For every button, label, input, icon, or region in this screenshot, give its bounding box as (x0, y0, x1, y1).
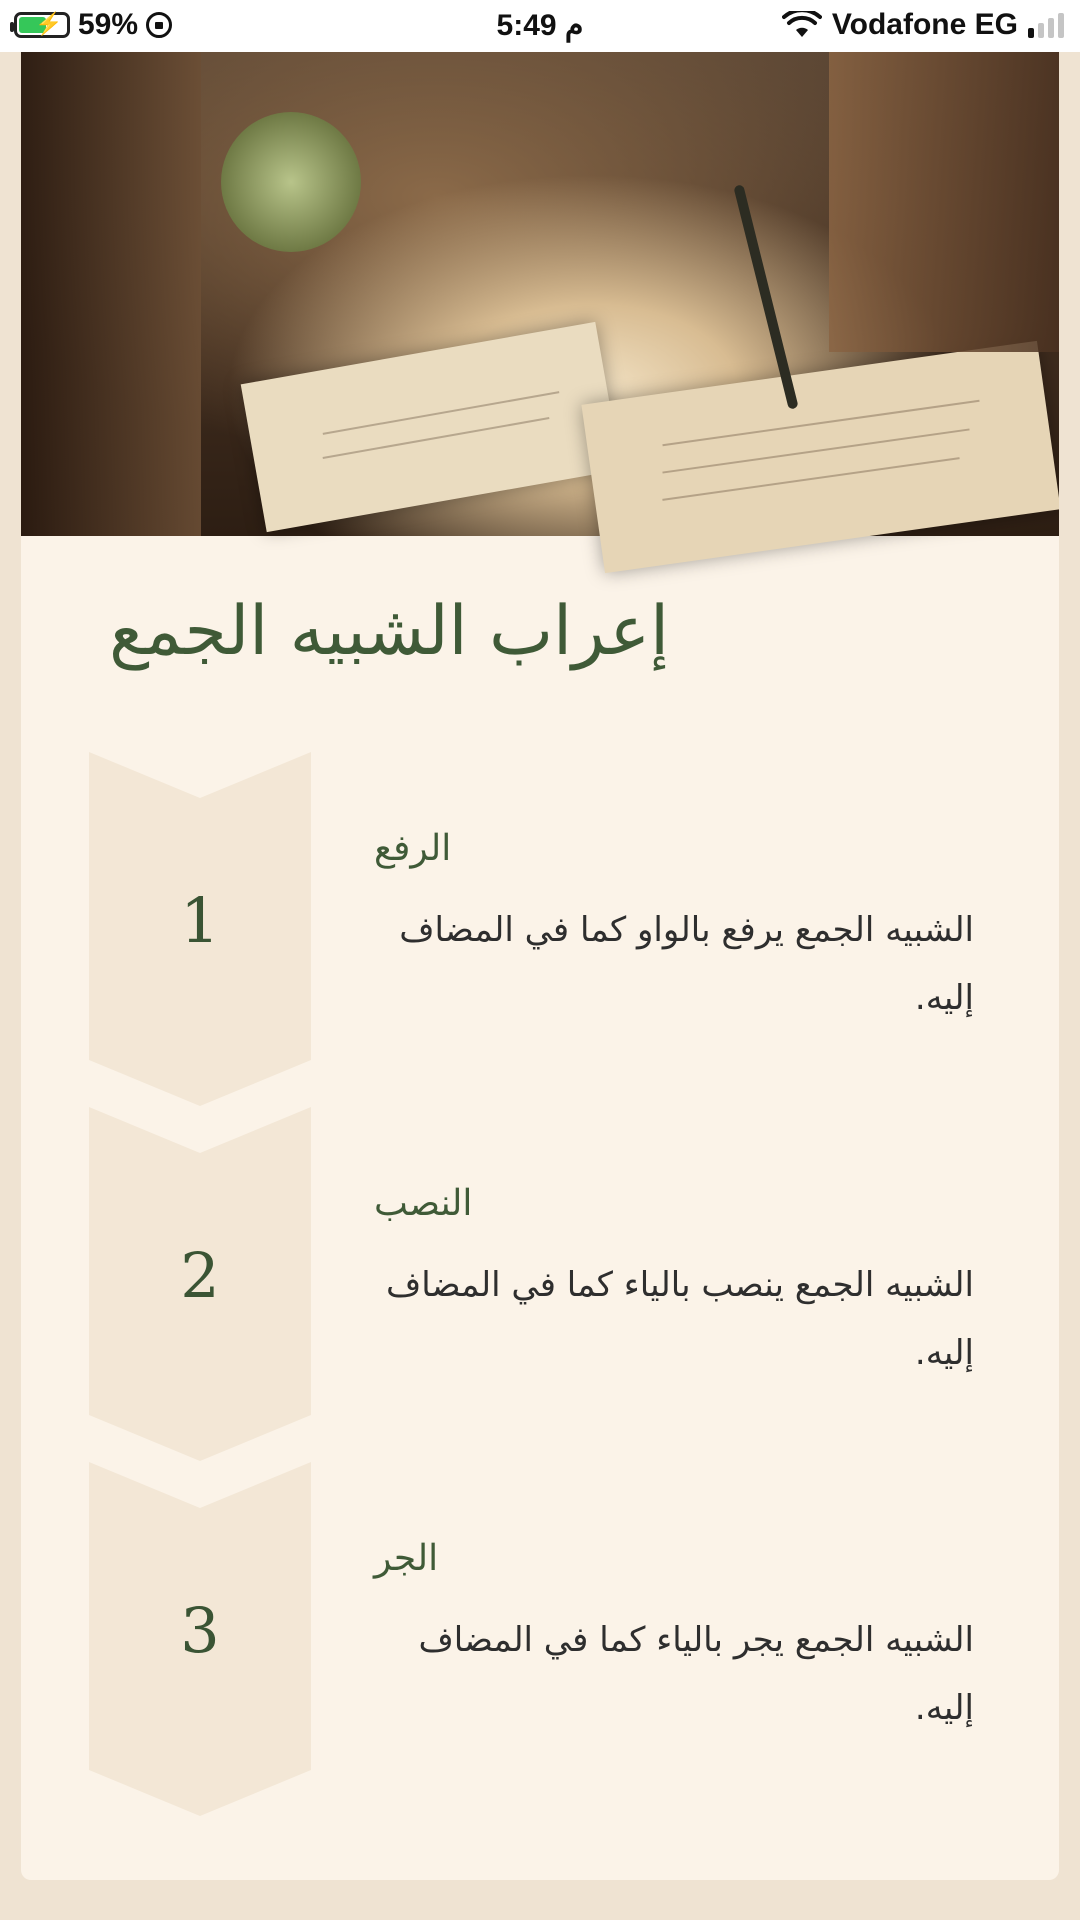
content-card (21, 52, 1059, 1880)
hero-pen (733, 184, 798, 410)
charging-bolt-icon: ⚡ (35, 11, 63, 36)
hero-figure-left (21, 52, 201, 536)
step-number: 1 (180, 884, 220, 957)
step-description: الشبيه الجمع ينصب بالياء كما في المضاف إليه. (386, 1265, 974, 1373)
signal-strength-icon (1028, 12, 1064, 38)
step-heading: النصب (374, 1183, 473, 1224)
status-right (782, 8, 1064, 42)
page-title: إعراب الشبيه الجمع (109, 592, 669, 671)
battery-percent: 59% (78, 8, 139, 41)
status-bar (0, 0, 1080, 52)
step-number: 2 (180, 1239, 220, 1312)
hero-book-right-page (581, 341, 1059, 573)
hero-image (21, 52, 1059, 536)
hero-figure-right (829, 52, 1059, 352)
status-time: 5:49 م (496, 9, 584, 42)
step-heading: الرفع (374, 828, 452, 869)
carrier-name: Vodafone EG (831, 8, 1018, 41)
step-number: 3 (180, 1594, 220, 1667)
step-description: الشبيه الجمع يجر بالياء كما في المضاف إليه. (418, 1620, 974, 1728)
step-description: الشبيه الجمع يرفع بالواو كما في المضاف إليه. (399, 910, 974, 1018)
step-heading: الجر (374, 1538, 439, 1579)
wifi-icon (782, 11, 822, 39)
hero-book-left-page (241, 322, 622, 532)
hero-plant (221, 112, 361, 252)
